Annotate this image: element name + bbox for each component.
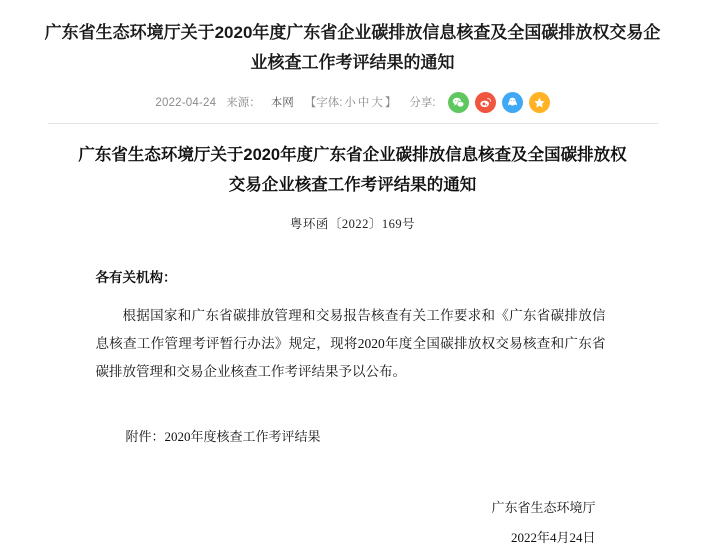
publish-date: 2022-04-24	[155, 96, 217, 109]
document-title: 广东省生态环境厅关于2020年度广东省企业碳排放信息核查及全国碳排放权交易企业核查工作考评结果的通知	[78, 146, 627, 194]
font-size-label: 【字体:	[304, 96, 343, 109]
font-size-medium-button[interactable]: 中	[357, 96, 370, 109]
font-size-controls	[304, 93, 398, 113]
document-body	[48, 124, 658, 553]
favorite-star-icon[interactable]	[529, 92, 550, 113]
wechat-share-icon[interactable]	[448, 92, 469, 113]
share-icon-group	[448, 92, 550, 113]
document-number: 粤环函〔2022〕169号	[289, 217, 416, 231]
signature-date: 2022年4月24日	[510, 530, 596, 545]
article-meta-bar	[48, 92, 658, 124]
document-signature	[48, 493, 658, 553]
page-title: 广东省生态环境厅关于2020年度广东省企业碳排放信息核查及全国碳排放权交易企业核查工作考评结果的通知	[44, 23, 661, 72]
article-page	[0, 18, 705, 546]
font-size-large-button[interactable]: 大	[371, 96, 383, 109]
source-label: 来源：	[226, 96, 261, 109]
weibo-share-icon[interactable]	[475, 92, 496, 113]
qq-share-icon[interactable]	[502, 92, 523, 113]
font-size-close-bracket: 】	[384, 96, 397, 109]
document-salutation: 各有关机构：	[95, 270, 177, 285]
signature-organization: 广东省生态环境厅	[491, 500, 596, 515]
document-paragraph: 根据国家和广东省碳排放管理和交易报告核查有关工作要求和《广东省碳排放信息核查工作管理考评暂行办法》规定，现将2020年度全国碳排放权交易核查和广东省碳排放管理和交易企业核查工作考评结果予以公布。	[95, 308, 606, 379]
share-label: 分享:	[409, 96, 436, 109]
font-size-small-button[interactable]: 小	[344, 96, 356, 109]
source-value: 本网	[270, 96, 294, 109]
document-attachment: 附件：2020年度核查工作考评结果	[125, 429, 321, 444]
